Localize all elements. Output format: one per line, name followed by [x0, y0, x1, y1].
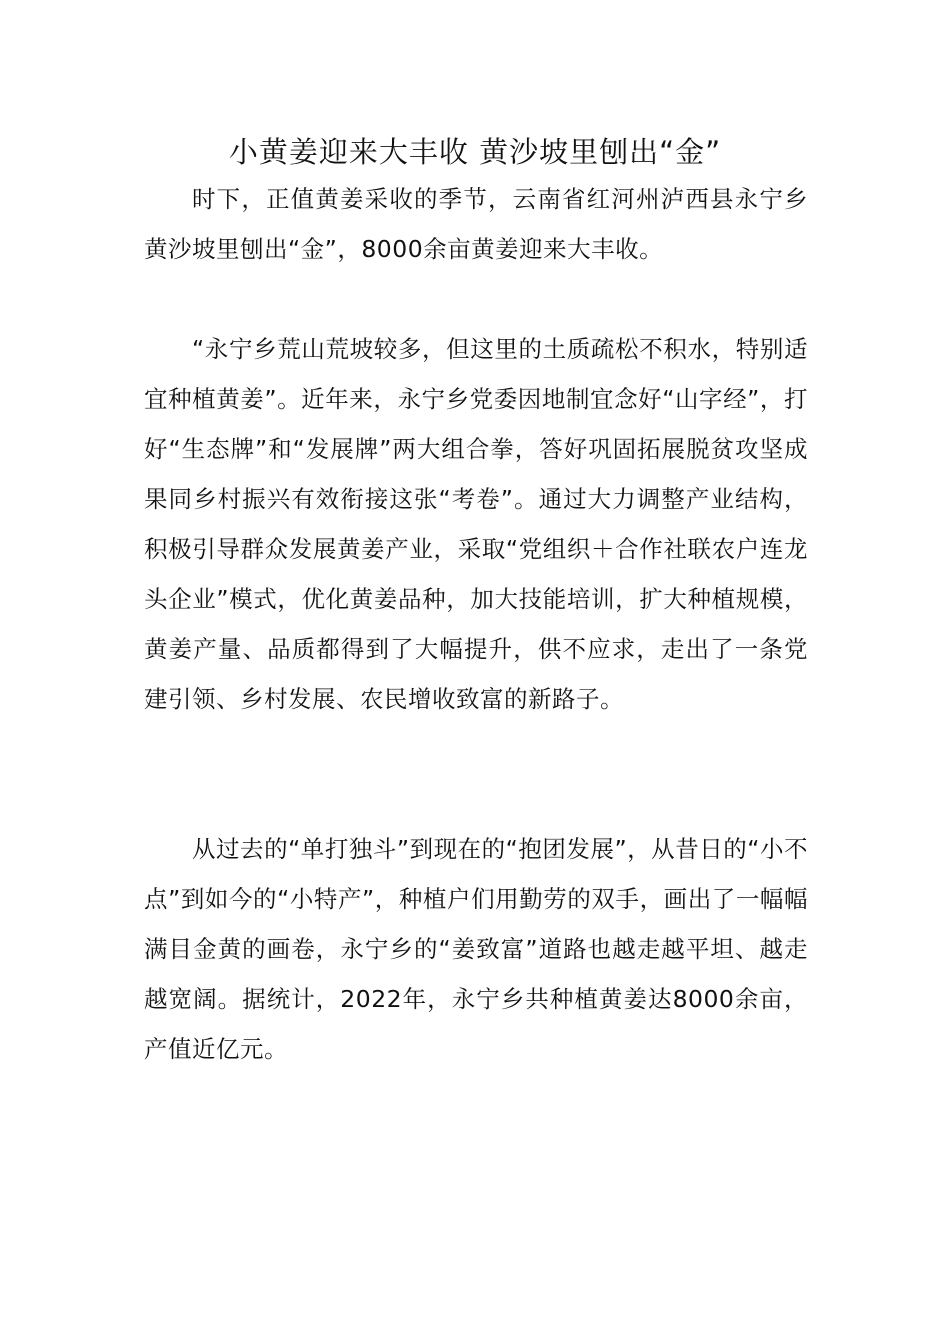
document-title: 小黄姜迎来大丰收 黄沙坡里刨出“金”: [228, 135, 722, 169]
paragraph-intro: 时下，正值黄姜采收的季节，云南省红河州泸西县永宁乡黄沙坡里刨出“金”，8000余亩黄姜迎来大丰收。: [144, 185, 808, 263]
paragraph-industry: “永宁乡荒山荒坡较多，但这里的土质疏松不积水，特别适宜种植黄姜”。近年来，永宁乡党委因地制宜念好“山字经”，打好“生态牌”和“发展牌”两大组合拳，答好巩固拓展脱贫攻坚成果同乡村振兴有效衔接这张“考卷”。通过大力调整产业结构，积极引导群众发展黄姜产业，采取“党组织＋合作社联农户连龙头企业”模式，优化黄姜品种，加大技能培训，扩大种植规模，黄姜产量、品质都得到了大幅提升，供不应求，走出了一条党建引领、乡村发展、农民增收致富的新路子。: [144, 335, 808, 713]
paragraph-results: 从过去的“单打独斗”到现在的“抱团发展”，从昔日的“小不点”到如今的“小特产”，种植户们用勤劳的双手，画出了一幅幅满目金黄的画卷，永宁乡的“姜致富”道路也越走越平坦、越走越宽阔。据统计，2022年，永宁乡共种植黄姜达8000余亩，产值近亿元。: [144, 835, 808, 1063]
